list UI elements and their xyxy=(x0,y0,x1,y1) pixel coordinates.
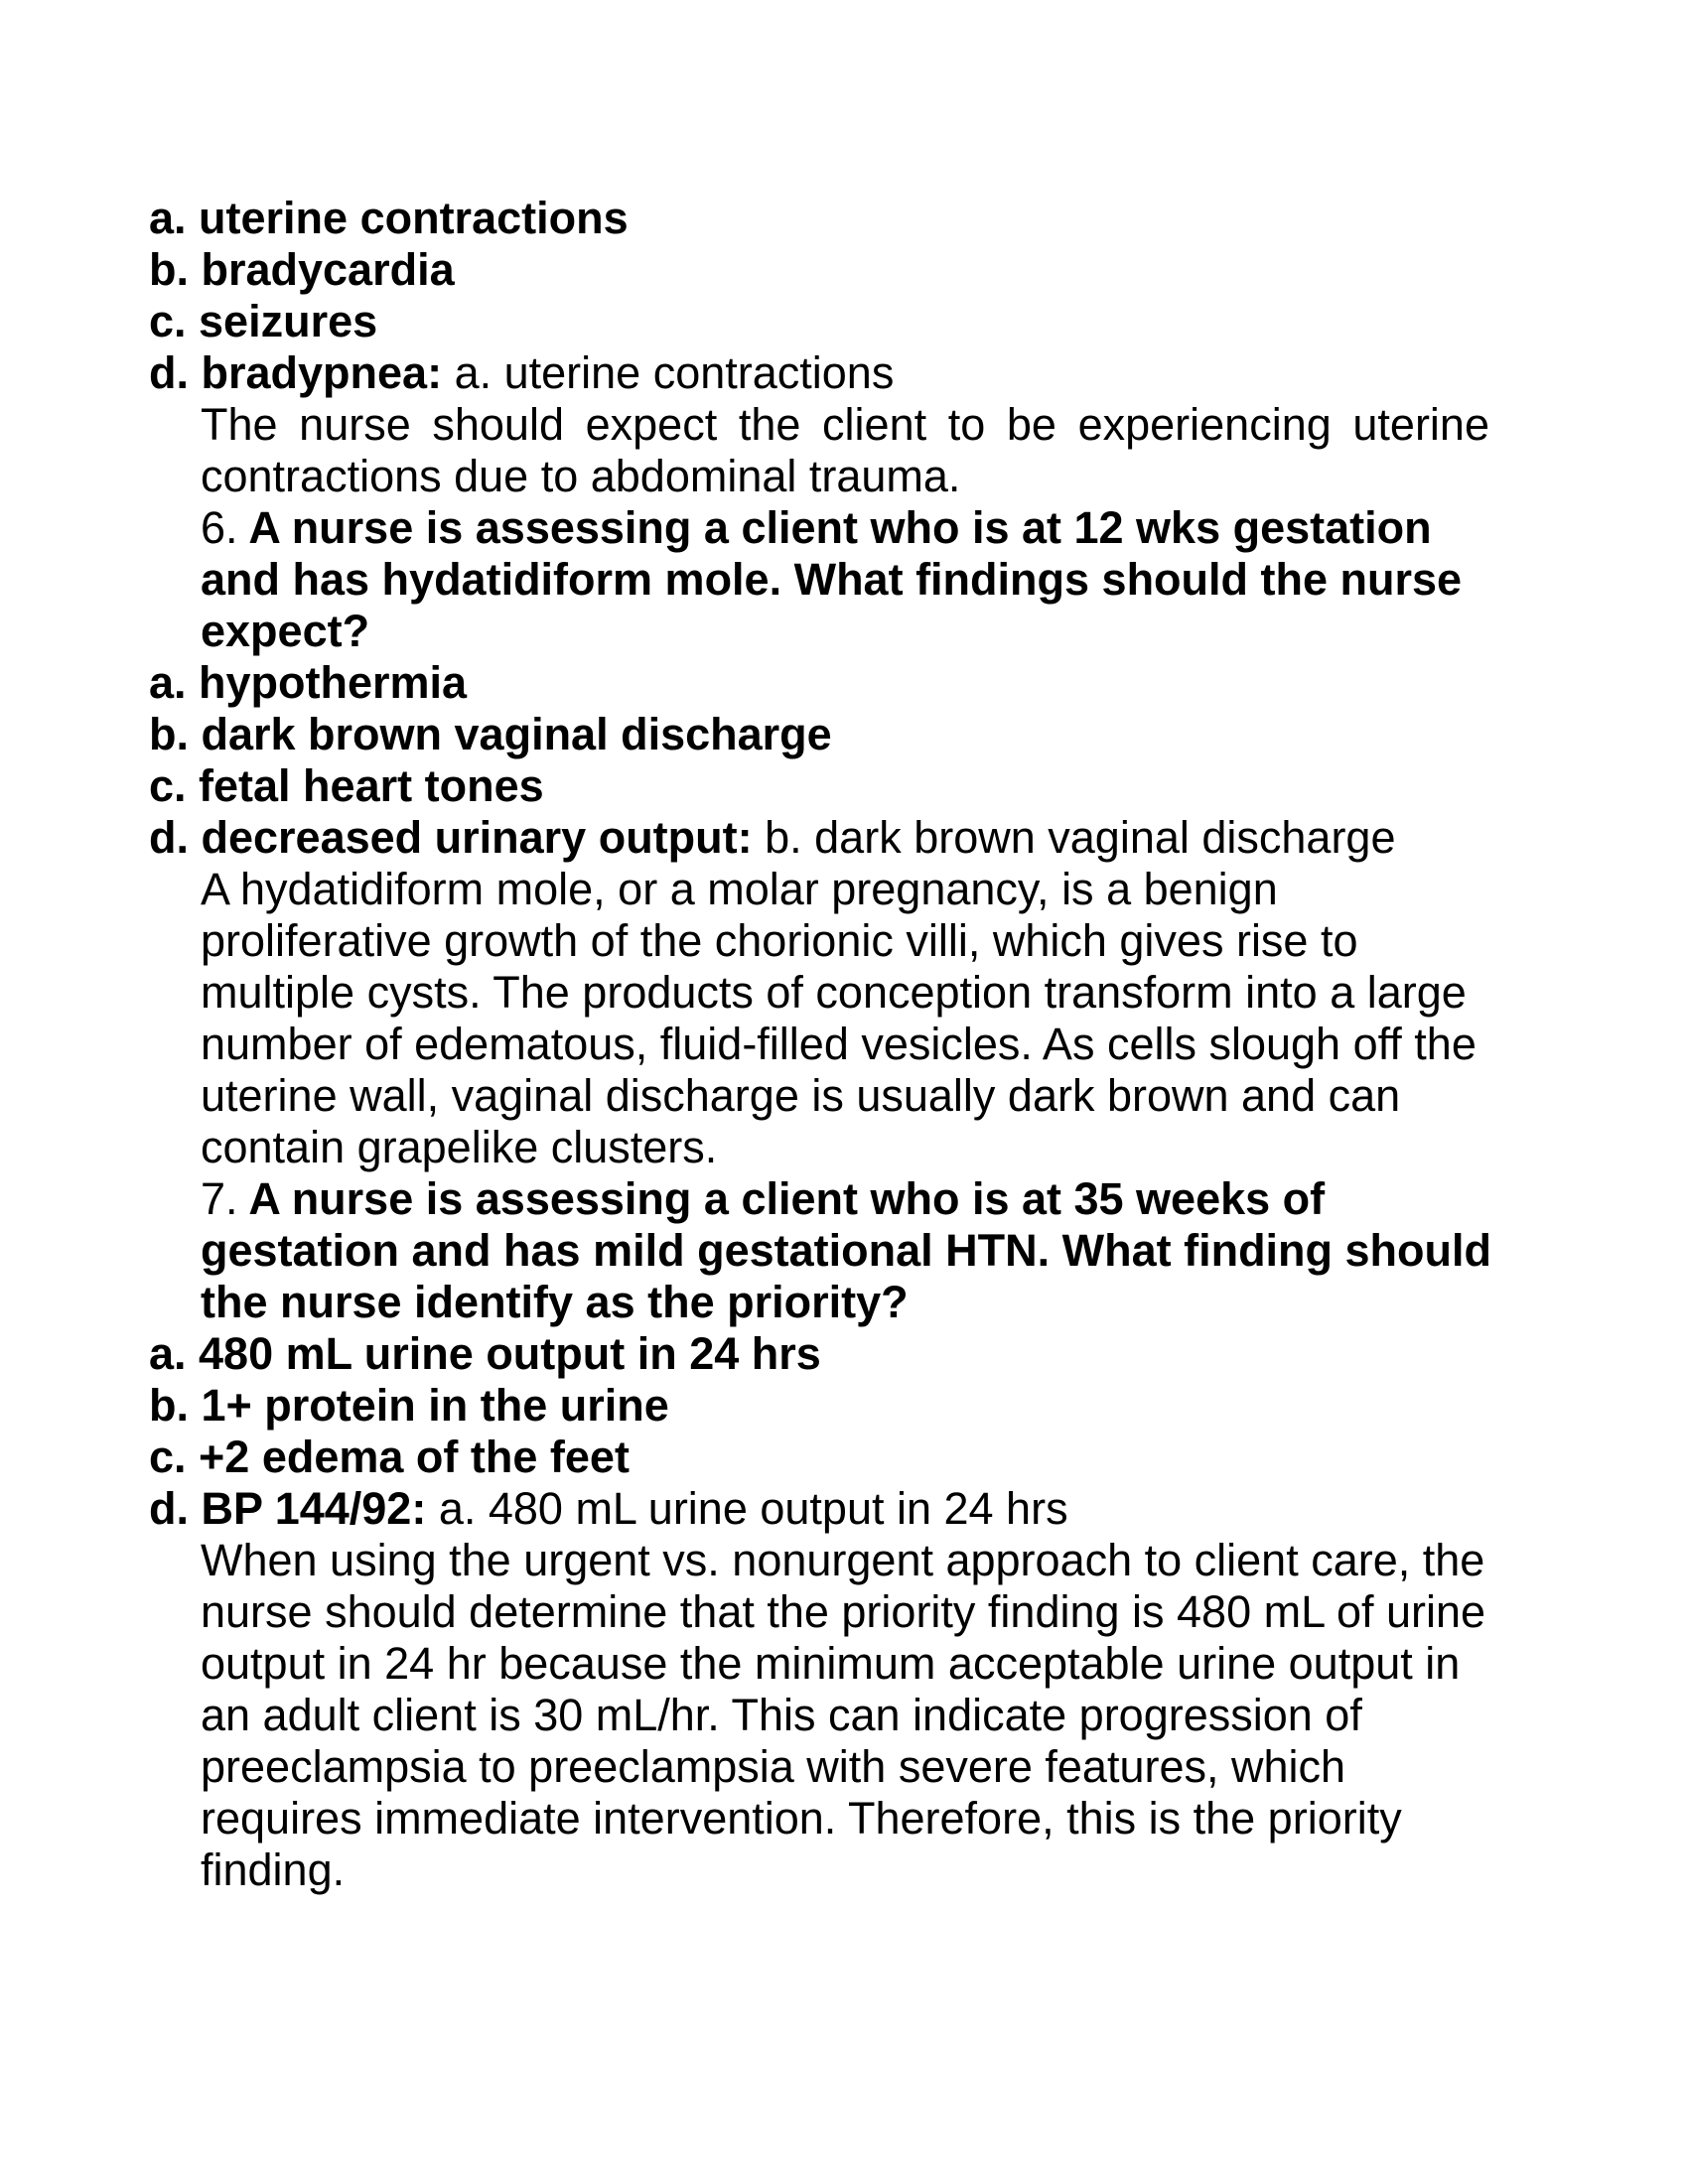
q5-option-b xyxy=(149,244,1489,296)
option-text: c. +2 edema of the feet xyxy=(149,1432,630,1482)
q7-rationale-line xyxy=(149,1586,1489,1638)
q6-option-a xyxy=(149,657,1489,709)
rationale-text: requires immediate intervention. Therefore, this is the priority xyxy=(201,1793,1402,1843)
q5-rationale-line xyxy=(149,451,1489,502)
q6-question-line xyxy=(149,554,1489,606)
q7-rationale-line xyxy=(149,1638,1489,1690)
q7-rationale-line xyxy=(149,1741,1489,1793)
rationale-text: finding. xyxy=(201,1844,346,1895)
option-text: b. 1+ protein in the urine xyxy=(149,1380,669,1431)
question-text: and has hydatidiform mole. What findings should the nurse xyxy=(201,554,1463,605)
rationale-text: The nurse should expect the client to be experiencing uterine xyxy=(201,399,1489,450)
q7-rationale-line xyxy=(149,1793,1489,1844)
q7-option-a xyxy=(149,1328,1489,1380)
q6-option-c xyxy=(149,760,1489,812)
q6-rationale-line xyxy=(149,1070,1489,1122)
question-number: 6. xyxy=(201,502,238,553)
question-text: A nurse is assessing a client who is at 12 wks gestation xyxy=(237,502,1432,553)
question-text: the nurse identify as the priority? xyxy=(201,1277,909,1327)
q7-question-line xyxy=(149,1277,1489,1328)
q7-option-b xyxy=(149,1380,1489,1432)
document-text-block xyxy=(149,193,1492,1896)
option-text: b. bradycardia xyxy=(149,244,455,295)
q6-question-line xyxy=(149,502,1489,554)
rationale-text: proliferative growth of the chorionic villi, which gives rise to xyxy=(201,915,1358,966)
option-text: c. seizures xyxy=(149,296,378,346)
q7-question-line xyxy=(149,1225,1492,1277)
rationale-text: multiple cysts. The products of conception transform into a large xyxy=(201,967,1467,1018)
rationale-text: When using the urgent vs. nonurgent approach to client care, the xyxy=(201,1535,1485,1585)
q7-rationale-line xyxy=(149,1844,1489,1896)
q5-option-d xyxy=(149,347,1489,399)
q6-rationale-line xyxy=(149,1122,1489,1173)
q7-question-line xyxy=(149,1173,1489,1225)
question-text: expect? xyxy=(201,606,370,656)
option-text: c. fetal heart tones xyxy=(149,760,544,811)
question-text: A nurse is assessing a client who is at 35 weeks of xyxy=(237,1173,1326,1224)
option-text: d. bradypnea: xyxy=(149,347,443,398)
q5-option-c xyxy=(149,296,1489,347)
q6-option-b xyxy=(149,709,1489,760)
rationale-text: number of edematous, fluid-filled vesicles. As cells slough off the xyxy=(201,1019,1477,1069)
q6-rationale-line xyxy=(149,864,1489,915)
option-text: a. 480 mL urine output in 24 hrs xyxy=(149,1328,821,1379)
q6-option-d xyxy=(149,812,1489,864)
rationale-text: output in 24 hr because the minimum acceptable urine output in xyxy=(201,1638,1461,1689)
q6-question-line xyxy=(149,606,1489,657)
rationale-text: an adult client is 30 mL/hr. This can indicate progression of xyxy=(201,1690,1362,1740)
option-text: b. dark brown vaginal discharge xyxy=(149,709,832,759)
rationale-text: A hydatidiform mole, or a molar pregnancy, is a benign xyxy=(201,864,1278,914)
option-text: a. hypothermia xyxy=(149,657,468,708)
q7-option-c xyxy=(149,1432,1489,1483)
q6-rationale-line xyxy=(149,1019,1489,1070)
option-text: a. uterine contractions xyxy=(149,193,629,243)
q7-rationale-line xyxy=(149,1690,1489,1741)
option-text: d. BP 144/92: xyxy=(149,1483,427,1534)
correct-answer-text: a. 480 mL urine output in 24 hrs xyxy=(426,1483,1068,1534)
q5-rationale-line xyxy=(149,399,1489,451)
rationale-text: contain grapelike clusters. xyxy=(201,1122,718,1172)
rationale-text: preeclampsia to preeclampsia with severe features, which xyxy=(201,1741,1346,1792)
correct-answer-text: a. uterine contractions xyxy=(442,347,895,398)
rationale-text: nurse should determine that the priority finding is 480 mL of urine xyxy=(201,1586,1486,1637)
option-text: d. decreased urinary output: xyxy=(149,812,753,863)
q5-option-a xyxy=(149,193,1489,244)
correct-answer-text: b. dark brown vaginal discharge xyxy=(752,812,1396,863)
q6-rationale-line xyxy=(149,915,1489,967)
rationale-text: uterine wall, vaginal discharge is usually dark brown and can xyxy=(201,1070,1401,1121)
rationale-text: contractions due to abdominal trauma. xyxy=(201,451,961,501)
q7-option-d xyxy=(149,1483,1489,1535)
question-number: 7. xyxy=(201,1173,238,1224)
question-text: gestation and has mild gestational HTN. What finding should xyxy=(201,1225,1492,1276)
q7-rationale-line xyxy=(149,1535,1489,1586)
q6-rationale-line xyxy=(149,967,1489,1019)
